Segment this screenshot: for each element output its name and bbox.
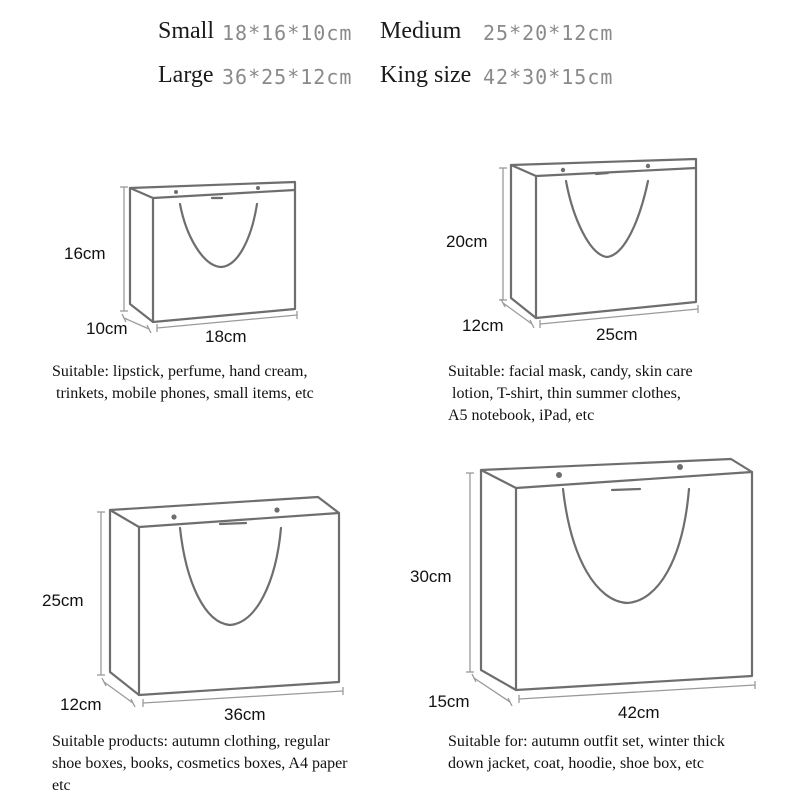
bag-medium-outline	[511, 159, 696, 318]
bag-king-width-label: 42cm	[618, 703, 660, 722]
bag-large-suitable-line-1: Suitable products: autumn clothing, regular	[52, 733, 330, 750]
size-large-dims: 36*25*12cm	[222, 65, 353, 89]
bag-medium-suitable-line-1: Suitable: facial mask, candy, skin care	[448, 363, 693, 380]
size-small-name: Small	[158, 18, 215, 44]
bag-small-suitable-line-1: Suitable: lipstick, perfume, hand cream,	[52, 363, 308, 380]
bag-small-hole-left	[174, 190, 178, 194]
bag-medium-width-label: 25cm	[596, 325, 638, 344]
bag-king-hole-left	[556, 472, 562, 478]
bag-large-width-label: 36cm	[224, 705, 266, 724]
bag-medium-hole-right	[646, 164, 650, 168]
size-medium-dims: 25*20*12cm	[483, 21, 614, 45]
bag-small-height-label: 16cm	[64, 244, 106, 263]
bag-king-suitable-line-1: Suitable for: autumn outfit set, winter thick	[448, 733, 725, 750]
bag-king-suitable-line-2: down jacket, coat, hoodie, shoe box, etc	[448, 755, 704, 772]
bag-small-suitable-line-2: trinkets, mobile phones, small items, etc	[52, 385, 314, 402]
bag-medium-height-label: 20cm	[446, 232, 488, 251]
bag-large-suitable-line-3: etc	[52, 777, 71, 794]
bag-small-hole-right	[256, 186, 260, 190]
bag-king-hole-right	[677, 464, 683, 470]
bag-large-suitable-line-2: shoe boxes, books, cosmetics boxes, A4 paper	[52, 755, 348, 772]
bag-large-hole-right	[274, 507, 279, 512]
bag-large-depth-label: 12cm	[60, 695, 102, 714]
bag-medium-suitable-line-2: lotion, T-shirt, thin summer clothes,	[448, 385, 681, 402]
bag-large-dim-lines	[97, 512, 343, 707]
bag-large-hole-left	[171, 514, 176, 519]
size-small-dims: 18*16*10cm	[222, 21, 353, 45]
size-king-dims: 42*30*15cm	[483, 65, 614, 89]
size-king-name: King size	[380, 62, 472, 88]
size-medium-name: Medium	[380, 18, 462, 44]
bag-medium-hole-left	[561, 168, 565, 172]
bag-king-outline	[481, 459, 752, 690]
bag-small-depth-label: 10cm	[86, 319, 128, 338]
bag-medium-depth-label: 12cm	[462, 316, 504, 335]
bag-king-height-label: 30cm	[410, 567, 452, 586]
bag-medium-suitable-line-3: A5 notebook, iPad, etc	[448, 407, 595, 424]
bag-large-height-label: 25cm	[42, 591, 84, 610]
bag-king-depth-label: 15cm	[428, 692, 470, 711]
bag-small-width-label: 18cm	[205, 327, 247, 346]
bag-small-outline	[130, 182, 295, 322]
bag-king-dim-lines	[466, 473, 755, 706]
size-large-name: Large	[158, 62, 214, 88]
bag-large-outline	[110, 497, 339, 695]
